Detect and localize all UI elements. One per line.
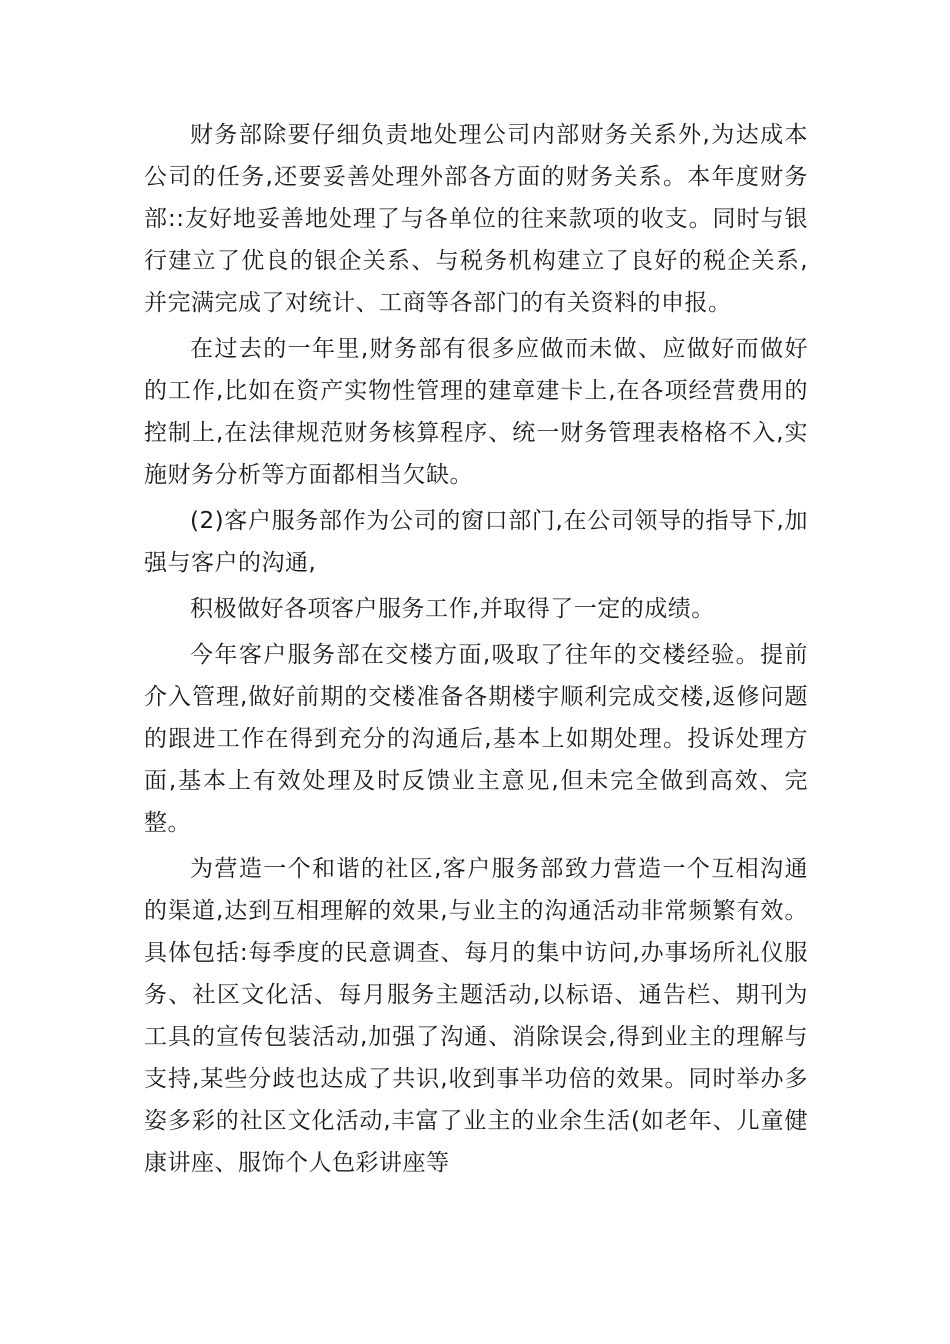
paragraph-customer-service-intro: (2)客户服务部作为公司的窗口部门,在公司领导的指导下,加强与客户的沟通,	[144, 508, 808, 576]
paragraph-finance-shortcomings: 在过去的一年里,财务部有很多应做而未做、应做好而做好的工作,比如在资产实物性管理的建章建卡上,在各项经营费用的控制上,在法律规范财务核算程序、统一财务管理表格格不入,实施财务分析等方面都相当欠缺。	[144, 336, 808, 488]
document-body	[144, 114, 808, 1188]
paragraph-handover: 今年客户服务部在交楼方面,吸取了往年的交楼经验。提前介入管理,做好前期的交楼准备各期楼宇顺利完成交楼,返修问题的跟进工作在得到充分的沟通后,基本上如期处理。投诉处理方面,基本上有效处理及时反馈业主意见,但未完全做到高效、完整。	[144, 642, 808, 836]
paragraph-finance-relations: 财务部除要仔细负责地处理公司内部财务关系外,为达成本公司的任务,还要妥善处理外部各方面的财务关系。本年度财务部::友好地妥善地处理了与各单位的往来款项的收支。同时与银行建立了优良的银企关系、与税务机构建立了良好的税企关系,并完满完成了对统计、工商等各部门的有关资料的申报。	[144, 122, 808, 316]
paragraph-community: 为营造一个和谐的社区,客户服务部致力营造一个互相沟通的渠道,达到互相理解的效果,与业主的沟通活动非常频繁有效。具体包括:每季度的民意调查、每月的集中访问,办事场所礼仪服务、社区文化活、每月服务主题活动,以标语、通告栏、期刊为工具的宣传包装活动,加强了沟通、消除误会,得到业主的理解与支持,某些分歧也达成了共识,收到事半功倍的效果。同时举办多姿多彩的社区文化活动,丰富了业主的业余生活(如老年、儿童健康讲座、服饰个人色彩讲座等	[144, 856, 808, 1176]
paragraph-customer-service-results: 积极做好各项客户服务工作,并取得了一定的成绩。	[190, 596, 715, 622]
